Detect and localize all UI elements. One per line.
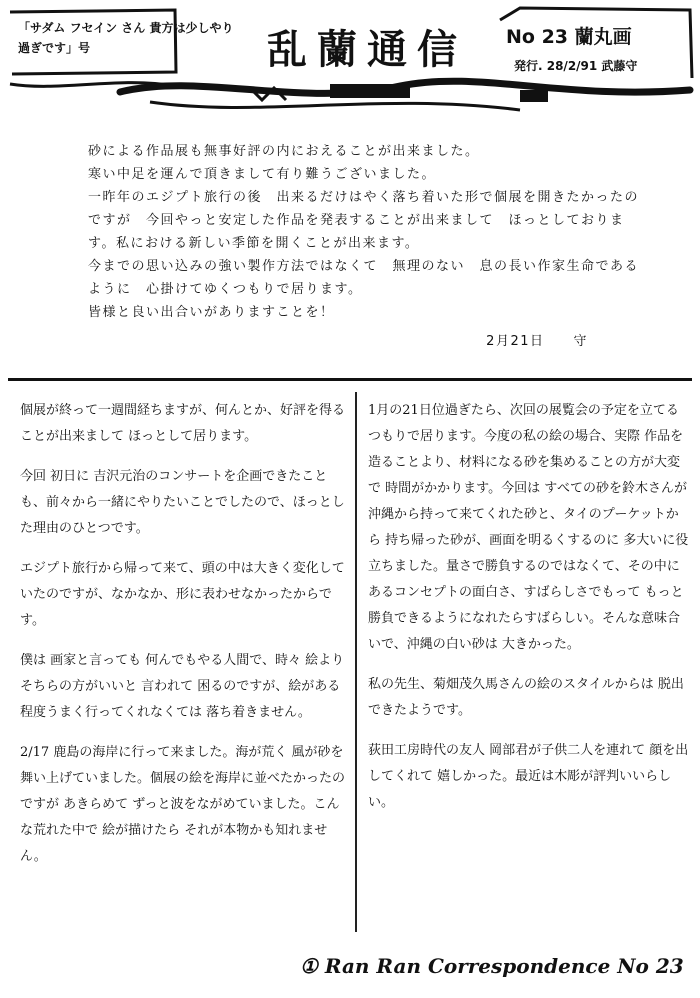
section-divider xyxy=(8,378,692,381)
subtitle-line-1: 「サダム フセイン さん 貴方は少しやり xyxy=(18,21,234,35)
intro-paragraph: 皆様と良い出合いがありますことを！ xyxy=(88,305,335,320)
handwritten-paragraph: エジプト旅行から帰って来て、頭の中は大きく変化していたのですが、なかなか、形に表わせなかったからです。 xyxy=(20,561,345,628)
intro-paragraph: 寒い中足を運んで頂きまして有り難うございました。 xyxy=(88,167,437,182)
intro-signature: 2月21日 守 xyxy=(486,334,588,349)
issue-date-author: 発行. 28/2/91 武藤守 xyxy=(514,59,638,73)
intro-paragraph: 砂による作品展も無事好評の内におえることが出来ました。 xyxy=(88,144,480,159)
header-block xyxy=(520,90,548,102)
handwritten-paragraph: 2/17 鹿島の海岸に行って来ました。海が荒く 風が砂を舞い上げていました。個展の絵を海岸に並べたかったのですが あきらめて ずっと波をながめていました。こんな荒れた中で 絵が描けたら それが本物かも知れません。 xyxy=(20,745,346,864)
left-column xyxy=(20,398,345,884)
right-column xyxy=(368,398,690,830)
header xyxy=(0,0,700,130)
header-block xyxy=(330,84,410,98)
handwritten-paragraph: 私の先生、菊畑茂久馬さんの絵のスタイルからは 脱出できたようです。 xyxy=(368,677,684,718)
column-divider xyxy=(355,392,357,932)
handwritten-paragraph: 僕は 画家と言っても 何んでもやる人間で、時々 絵より そちらの方がいいと 言われて 困るのですが、絵がある程度うまく行ってくれなくては 落ち着きません。 xyxy=(20,653,345,720)
handwritten-paragraph: 1月の21日位過ぎたら、次回の展覧会の予定を立てるつもりで居ります。今度の私の絵の場合、実際 作品を造ることより、材料になる砂を集めることの方が大変で 時間がかかります。今回は すべての砂を鈴木さんが 沖縄から持って来てくれた砂と、タイのプーケットから 持ち帰った砂が、画面を明るくするのに 多大いに役立ちました。量さで勝負するのではなくて、その中にあるコンセプトの面白さ、すばらしさでもって もっと勝負できるようになれたらすばらしい。そんな意味合いで、沖縄の白い砂は 大きかった。 xyxy=(368,403,689,652)
intro-paragraph: 一昨年のエジプト旅行の後 出来るだけはやく落ち着いた形で個展を開きたかったのですが 今回やっと安定した作品を発表することが出来まして ほっとしております。私における新しい季節を開くことが出来ます。 xyxy=(88,190,640,251)
handwritten-paragraph: 荻田工房時代の友人 岡部君が子供二人を連れて 顔を出してくれて 嬉しかった。最近は木彫が評判いいらしい。 xyxy=(368,743,689,810)
issue-info xyxy=(506,22,696,74)
issue-number: No 23 蘭丸画 xyxy=(506,26,632,48)
handwritten-paragraph: 今回 初日に 吉沢元治のコンサートを企画できたことも、前々から一緒にやりたいことでしたので、ほっとした理由のひとつです。 xyxy=(20,469,345,536)
subtitle-line-2: 過ぎです」号 xyxy=(18,41,91,55)
issue-subtitle xyxy=(18,18,234,58)
handwritten-paragraph: 個展が終って一週間経ちますが、何んとか、好評を得ることが出来まして ほっとして居ります。 xyxy=(20,403,346,444)
footer-title: ① Ran Ran Correspondence No 23 xyxy=(300,954,684,978)
intro-paragraph: 今までの思い込みの強い製作方法ではなくて 無理のない 息の長い作家生命であるように 心掛けてゆくつもりで居ります。 xyxy=(88,259,640,297)
intro-message xyxy=(88,140,648,353)
brush-stroke-lower xyxy=(150,102,520,110)
newsletter-title: 乱蘭通信 xyxy=(267,26,467,73)
